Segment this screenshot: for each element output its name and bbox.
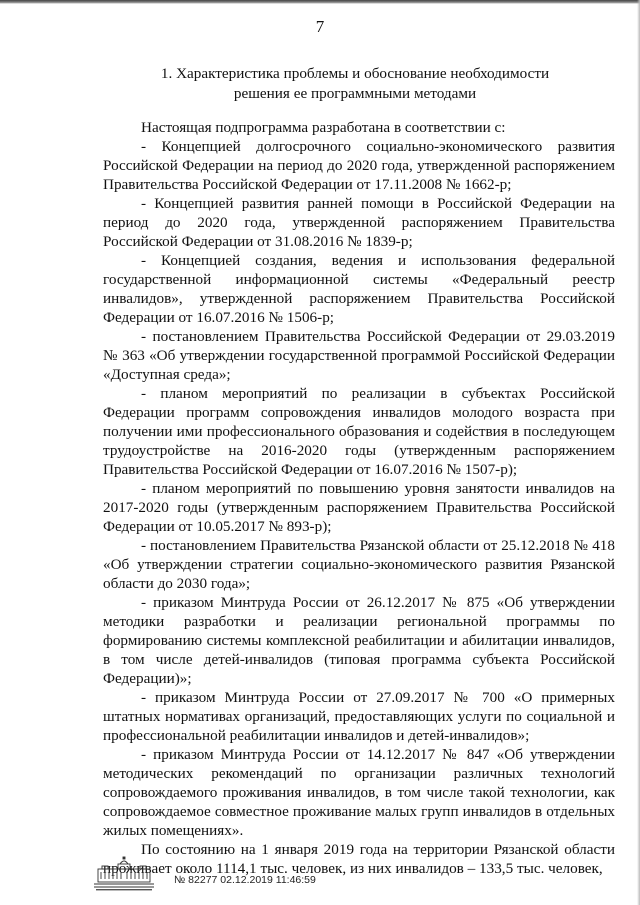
paragraph-statistics: По состоянию на 1 января 2019 года на территории Рязанской области проживает около 1114,1 тыс. человек, из них инвалидов – 133,5 тыс. человек,	[103, 841, 615, 877]
paragraph-item: - планом мероприятий по реализации в субъектах Российской Федерации программ сопровождения инвалидов молодого возраста при получении ими профессионального образования и содействия в последующем трудоустройстве на 2016-2020 годы (утвержденным распоряжением Правительства Российской Федерации от 16.07.2016 № 1507-р);	[103, 385, 615, 478]
paragraph-item: - постановлением Правительства Российской Федерации от 29.03.2019 № 363 «Об утверждении государственной программой Российской Федерации «Доступная среда»;	[103, 328, 615, 383]
paragraph-item: - Концепцией долгосрочного социально-экономического развития Российской Федерации на период до 2020 года, утвержденной распоряжением Правительства Российской Федерации от 17.11.2008 № 1662-р;	[103, 138, 615, 193]
paragraph-item: - постановлением Правительства Рязанской области от 25.12.2018 № 418 «Об утверждении стратегии социально-экономического развития Рязанской области до 2030 года»;	[103, 537, 615, 592]
scan-top-edge	[0, 0, 640, 4]
heading-line-2: решения ее программными методами	[233, 85, 477, 102]
paragraph-item: - Концепцией создания, ведения и использования федеральной государственной информационной системы «Федеральный реестр инвалидов», утвержденной распоряжением Правительства Российской Федерации от 16.07.2016 № 1506-р;	[103, 252, 615, 326]
government-building-emblem-icon	[92, 856, 156, 892]
document-footer	[92, 856, 352, 896]
paragraph-item: - приказом Минтруда России от 14.12.2017 № 847 «Об утверждении методических рекомендаций по организации различных технологий сопровождаемого проживания инвалидов, в том числе такой технологии, как сопровождаемое совместное проживание малых групп инвалидов в отдельных жилых помещениях».	[103, 746, 615, 839]
paragraph-item: - приказом Минтруда России от 27.09.2017 № 700 «О примерных штатных нормативах организаций, предоставляющих услуги по социальной и профессиональной реабилитации инвалидов и детей-инвалидов»;	[103, 689, 615, 744]
section-heading	[140, 64, 570, 104]
paragraph-item: - приказом Минтруда России от 26.12.2017 № 875 «Об утверждении методики разработки и реализации региональной программы по формированию системы комплексной реабилитации и абилитации инвалидов, в том числе детей-инвалидов (типовая программа субъекта Российской Федерации)»;	[103, 594, 615, 687]
paragraph-intro: Настоящая подпрограмма разработана в соответствии с:	[141, 119, 506, 136]
paragraph-item: - Концепцией развития ранней помощи в Российской Федерации на период до 2020 года, утвержденной распоряжением Правительства Российской Федерации от 31.08.2016 № 1839-р;	[103, 195, 615, 250]
paragraph-item: - планом мероприятий по повышению уровня занятости инвалидов на 2017-2020 годы (утвержденным распоряжением Правительства Российской Федерации от 10.05.2017 № 893-р);	[103, 480, 615, 535]
page-number: 7	[315, 17, 325, 36]
document-registration-stamp: № 82277 02.12.2019 11:46:59	[174, 874, 316, 886]
heading-line-1: 1. Характеристика проблемы и обоснование необходимости	[160, 65, 550, 82]
document-body	[103, 118, 615, 878]
